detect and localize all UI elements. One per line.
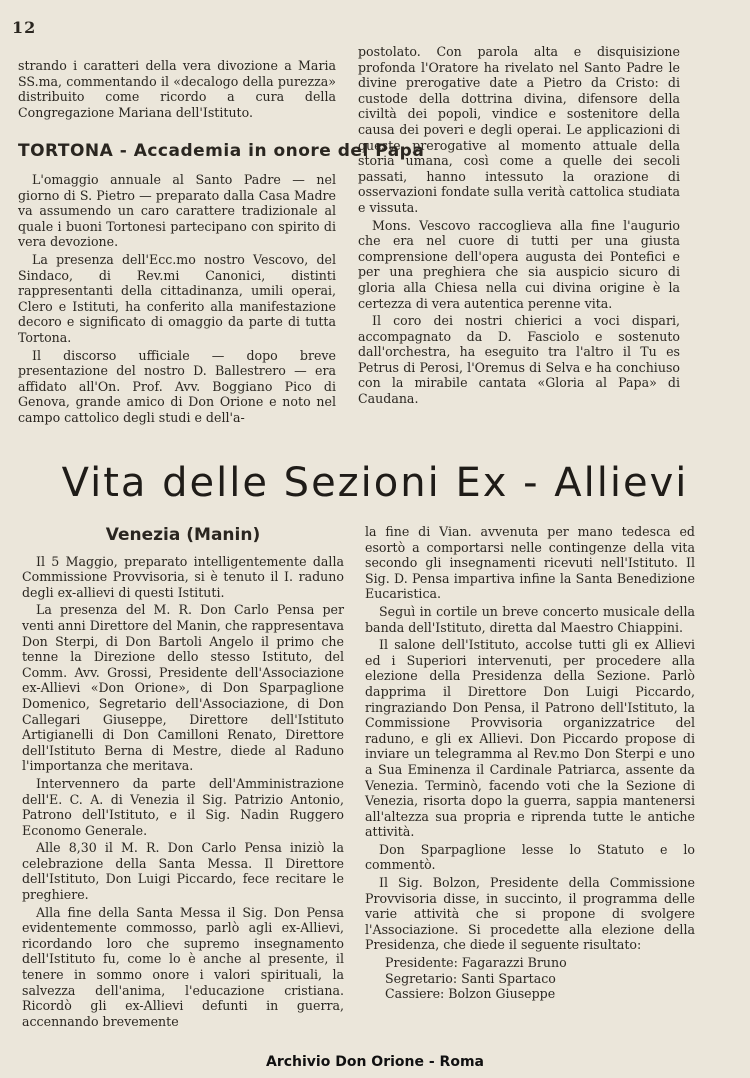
result-name: Santi Spartaco xyxy=(461,970,556,986)
result-row xyxy=(365,971,695,987)
tortona-heading: TORTONA - Accademia in onore del Papa xyxy=(18,141,425,162)
paragraph: L'omaggio annuale al Santo Padre — nel giorno di S. Pietro — preparato dalla Casa Madre va assumendo un caro carattere tradizionale al quale i buoni Tortonesi partecipano con spirito di vera devozione. xyxy=(18,171,336,250)
top-right-column xyxy=(358,44,680,409)
paragraph: La presenza dell'Ecc.mo nostro Vescovo, del Sindaco, di Rev.mi Canonici, distinti rappresentanti della cittadinanza, umili operai, Clero e Istituti, ha conferito alla manifestazione decoro e significato di omaggio da parte di tutta Tortona. xyxy=(18,251,336,345)
paragraph: Alle 8,30 il M. R. Don Carlo Pensa iniziò la celebrazione della Santa Messa. Il Direttore dell'Istituto, Don Luigi Piccardo, fece recitare le preghiere. xyxy=(22,840,344,903)
paragraph: Il 5 Maggio, preparato intelligentemente dalla Commissione Provvisoria, si è tenuto il I. raduno degli ex-allievi di questi Istituti. xyxy=(22,553,344,600)
paragraph: Seguì in cortile un breve concerto musicale della banda dell'Istituto, diretta dal Maestro Chiappini. xyxy=(365,603,695,635)
paragraph: Alla fine della Santa Messa il Sig. Don Pensa evidentemente commosso, parlò agli ex-Allievi, ricordando loro che supremo insegnamento dell'Istituto fu, come lo è anche al presente, il tenere in sommo onore i valori spirituali, la salvezza dell'anima, l'educazione cristiana. Ricordò gli ex-Allievi defunti in guerra, accennando brevemente xyxy=(22,904,344,1029)
archive-footer: Archivio Don Orione - Roma xyxy=(266,1054,484,1070)
page-number: 12 xyxy=(12,18,37,37)
result-row xyxy=(365,955,695,971)
top-left-column xyxy=(18,58,425,427)
paragraph: Il Sig. Bolzon, Presidente della Commissione Provvisoria disse, in succinto, il programma delle varie attività che si propone di svolgere l'Associazione. Si procedette alla elezione della Presidenza, che diede il seguente risultato: xyxy=(365,875,695,953)
paragraph: Il discorso ufficiale — dopo breve presentazione del nostro D. Ballestrero — era affidato all'On. Prof. Avv. Boggiano Pico di Genova, grande amico di Don Orione e noto nel campo cattolico degli studi e dell'a- xyxy=(18,347,336,425)
section-banner-title: Vita delle Sezioni Ex - Allievi xyxy=(61,460,689,506)
result-row xyxy=(365,986,695,1002)
result-role: Presidente: xyxy=(385,955,458,971)
paragraph: postolato. Con parola alta e disquisizione profonda l'Oratore ha rivelato nel Santo Padre le divine prerogative date a Pietro da Cristo: di custode della dottrina divina, difensore della civiltà dei popoli, vindice e sostenitore della causa dei poveri e degli operai. Le applicazioni di queste prerogative al momento attuale della storia umana, così come a quelle dei secoli passati, hanno intessuto la orazione di osservazioni fondate sulla verità cattolica studiata e vissuta. xyxy=(358,44,680,215)
election-results xyxy=(365,955,695,1002)
paragraph: Il salone dell'Istituto, accolse tutti gli ex Allievi ed i Superiori intervenuti, per procedere alla elezione della Presidenza della Sezione. Parlò dapprima il Direttore Don Luigi Piccardo, ringraziando Don Pensa, il Patrono dell'Istituto, la Commissione Provvisoria organizzatrice del raduno, e gli ex Allievi. Don Piccardo propose di inviare un telegramma al Rev.mo Don Sterpi e uno a Sua Eminenza il Cardinale Patriarca, assente da Venezia. Terminò, facendo voti che la Sezione di Venezia, risorta dopo la guerra, sappia mantenersi all'altezza sua propria e riprenda tutte le antiche attività. xyxy=(365,637,695,840)
paragraph: Il coro dei nostri chierici a voci dispari, accompagnato da D. Fasciolo e sostenuto dall'orchestra, ha eseguito tra l'altro il Tu es Petrus di Perosi, l'Oremus di Selva e ha conchiuso con la mirabile cantata «Gloria al Papa» di Caudana. xyxy=(358,313,680,407)
venezia-heading: Venezia (Manin) xyxy=(105,525,261,545)
result-name: Fagarazzi Bruno xyxy=(461,955,567,971)
paragraph: La presenza del M. R. Don Carlo Pensa per venti anni Direttore del Manin, che rappresentava Don Sterpi, di Don Bartoli Angelo il primo che tenne la Direzione dello stesso Istituto, del Comm. Avv. Grossi, Presidente dell'Associazione ex-Allievi «Don Orione», di Don Sparpaglione Domenico, Segretario dell'Associazione, di Don Callegari Giuseppe, Direttore dell'Istituto Artigianelli di Don Camilloni Renato, Direttore dell'Istituto Berna di Mestre, diede al Raduno l'importanza che meritava. xyxy=(22,602,344,774)
result-role: Segretario: xyxy=(385,970,458,986)
paragraph: la fine di Vian. avvenuta per mano tedesca ed esortò a comportarsi nelle contingenze della vita secondo gli insegnamenti ricevuti nell'Istituto. Il Sig. D. Pensa impartiva infine la Santa Benedizione Eucaristica. xyxy=(365,524,695,602)
result-role: Cassiere: xyxy=(385,986,445,1002)
paragraph: Mons. Vescovo raccoglieva alla fine l'augurio che era nel cuore di tutti per una giusta comprensione dell'opera augusta dei Pontefici e per una preghiera che sia auspicio sicuro di gloria alla Chiesa nella cui divina origine è la certezza di vera autentica perenne vita. xyxy=(358,217,680,311)
result-name: Bolzon Giuseppe xyxy=(448,986,556,1002)
paragraph: strando i caratteri della vera divozione a Maria SS.ma, commentando il «decalogo della purezza» distribuito come ricordo a cura della Congregazione Mariana dell'Istituto. xyxy=(18,58,336,120)
bottom-right-column xyxy=(365,524,695,1002)
paragraph: Don Sparpaglione lesse lo Statuto e lo commentò. xyxy=(365,841,695,873)
paragraph: Intervennero da parte dell'Amministrazione dell'E. C. A. di Venezia il Sig. Patrizio Antonio, Patrono dell'Istituto, e il Sig. Nadin Ruggero Economo Generale. xyxy=(22,775,344,838)
bottom-left-column xyxy=(22,524,344,1031)
